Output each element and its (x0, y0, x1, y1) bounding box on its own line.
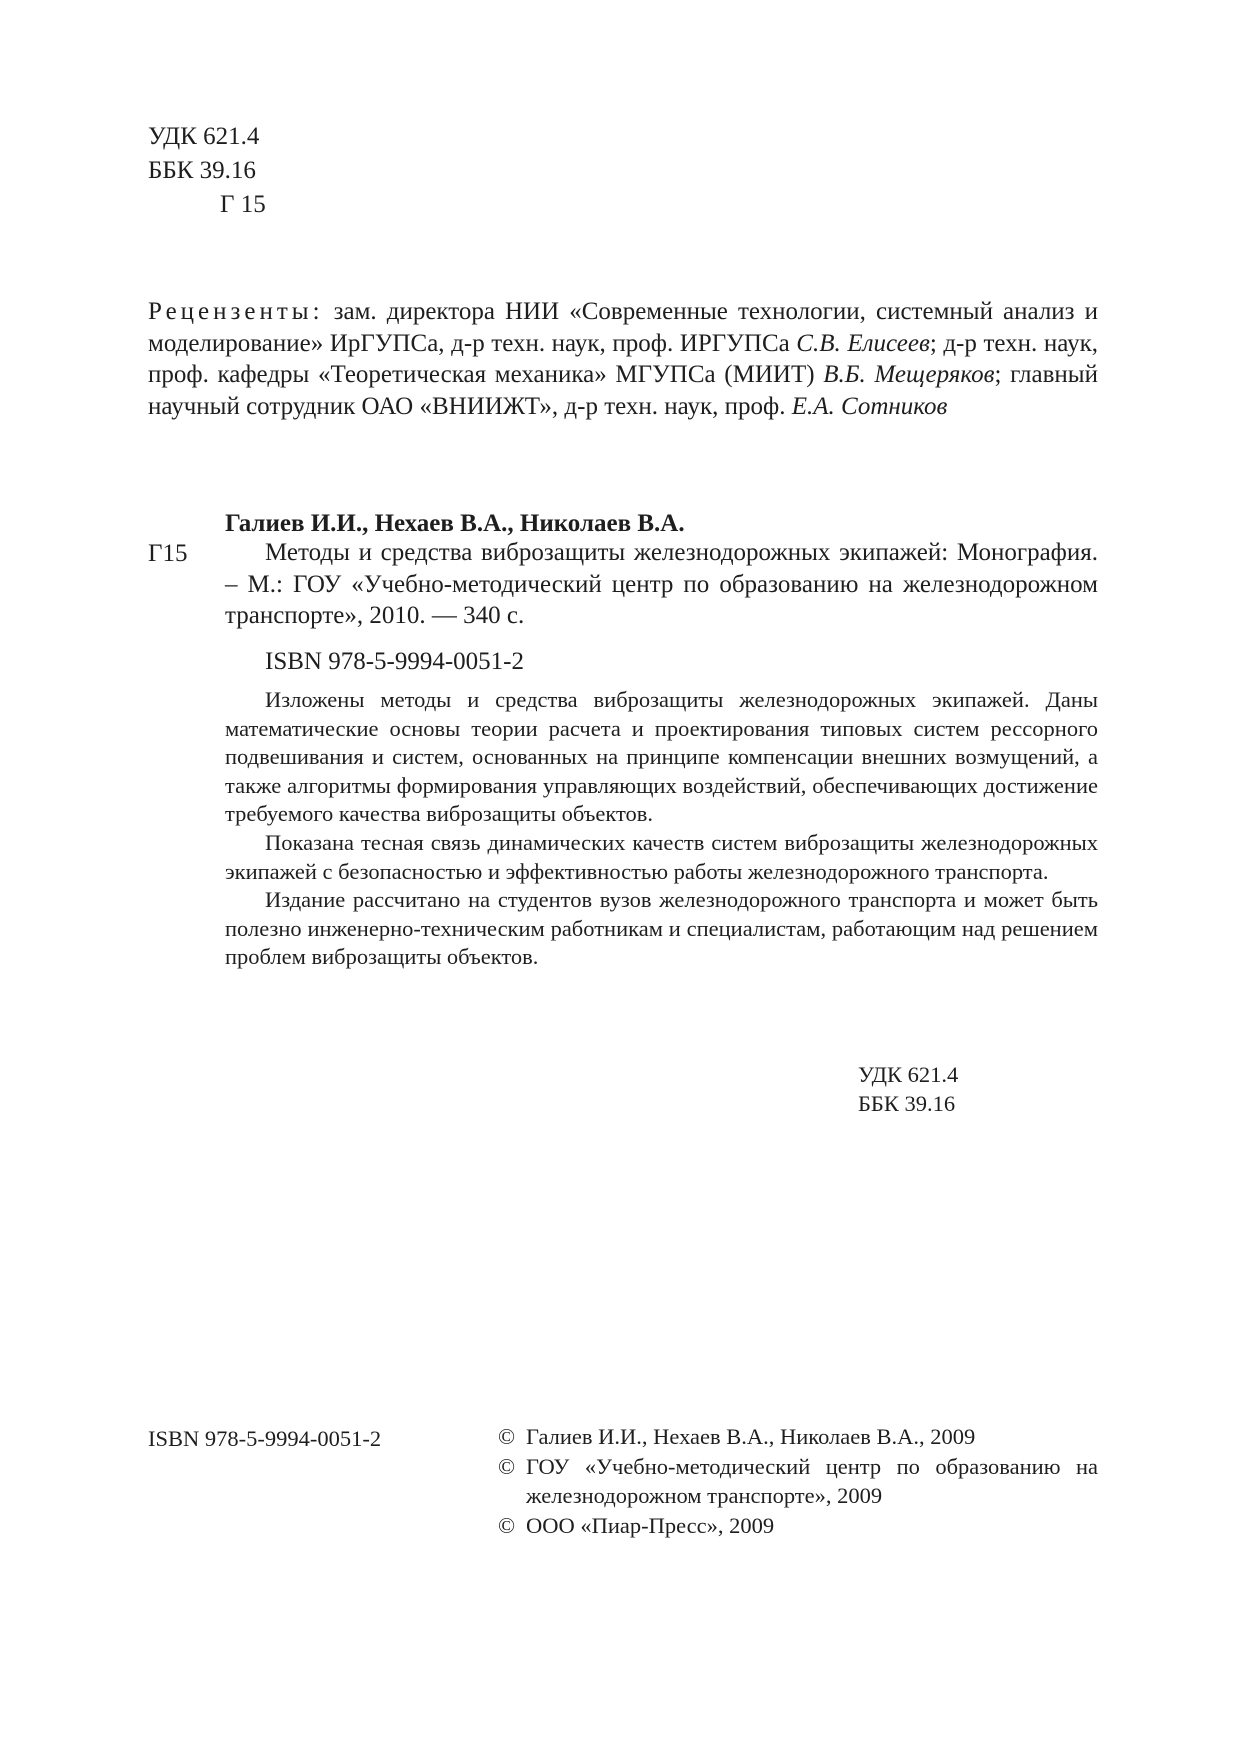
copyright-item (498, 1452, 1098, 1511)
bbk-code: ББК 39.16 (148, 157, 256, 184)
bibliographic-description (225, 537, 1098, 632)
classification-footer (858, 1060, 958, 1118)
reviewers-block (148, 296, 1098, 422)
book-description: Методы и средства виброзащиты железнодорожных экипажей: Монография. – М.: ГОУ «Учебно-методический центр по образованию на железнодорожном транспорте», 2010. — 340 с. (225, 539, 1098, 629)
reviewer-name-3: Е.А. Сотников (791, 392, 948, 420)
copyright-text: ГОУ «Учебно-методический центр по образованию на железнодорожном транспорте», 2009 (526, 1453, 1098, 1508)
annotation-paragraph: Издание рассчитано на студентов вузов железнодорожного транспорта и может быть полезно инженерно-техническим работникам и специалистам, работающим над решением проблем виброзащиты объектов. (225, 887, 1098, 970)
classification-header (148, 120, 266, 222)
reviewer-name-2: В.Б. Мещеряков (823, 361, 995, 388)
reviewers-label: Рецензенты: (148, 298, 324, 325)
copyright-item (498, 1422, 1098, 1452)
author-sign-margin: Г15 (148, 540, 188, 567)
copyright-icon: © (498, 1453, 516, 1479)
book-authors: Галиев И.И., Нехаев В.А., Николаев В.А. (225, 510, 685, 537)
author-sign-code: Г 15 (220, 191, 266, 218)
annotation-paragraph: Показана тесная связь динамических качеств систем виброзащиты железнодорожных экипажей с безопасностью и эффективностью работы железнодорожного транспорта. (225, 829, 1098, 884)
annotation-paragraph: Изложены методы и средства виброзащиты железнодорожных экипажей. Даны математические основы теории расчета и проектирования типовых систем рессорного подвешивания и систем, основанных на принципе компенсации внешних возмущений, а также алгоритмы формирования управляющих воздействий, обеспечивающих достижение требуемого качества виброзащиты объектов. (225, 687, 1098, 827)
annotation (225, 686, 1098, 972)
udk-code: УДК 621.4 (148, 123, 260, 150)
reviewers-text-3: ; главный научный сотрудник ОАО «ВНИИЖТ», д-р техн. наук, проф. (148, 361, 1098, 420)
reviewers-text-2: ; д-р техн. наук, проф. кафедры «Теоретическая механика» МГУПСа (МИИТ) (148, 329, 1098, 388)
udk-code: УДК 621.4 (858, 1062, 959, 1087)
reviewer-name-1: С.В. Елисеев (796, 329, 930, 357)
copyright-notices (498, 1422, 1098, 1540)
copyright-icon: © (498, 1424, 516, 1449)
isbn-record: ISBN 978-5-9994-0051-2 (265, 648, 525, 675)
copyright-icon: © (498, 1512, 516, 1538)
bbk-code: ББК 39.16 (858, 1091, 956, 1116)
copyright-text: ООО «Пиар-Пресс», 2009 (526, 1512, 775, 1538)
copyright-text: Галиев И.И., Нехаев В.А., Николаев В.А., 2009 (526, 1424, 976, 1449)
reviewers-text-1: зам. директора НИИ «Современные технологии, системный анализ и моделирование» ИрГУПСа, д-р техн. наук, проф. ИРГУПСа (148, 298, 1098, 357)
copyright-item (498, 1511, 1098, 1541)
footer-isbn: ISBN 978-5-9994-0051-2 (148, 1426, 382, 1451)
